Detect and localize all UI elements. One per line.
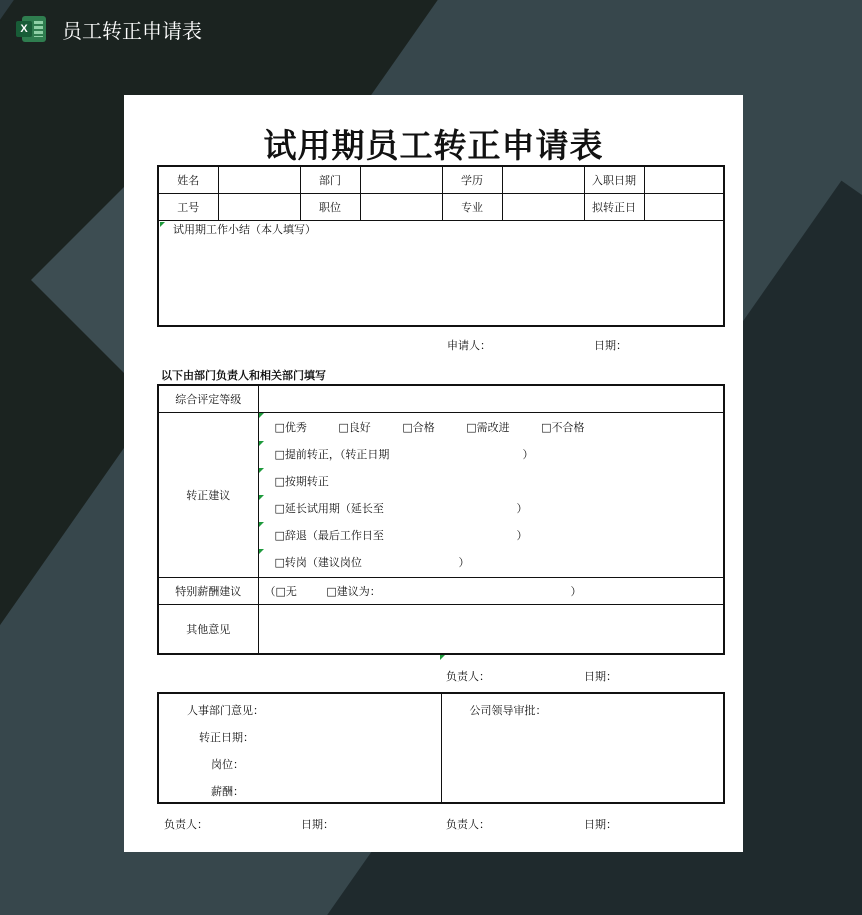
hr-date-label: 日期： [301,818,334,831]
app-title: 员工转正申请表 [62,18,202,43]
hr-position-label: 岗位： [211,758,244,771]
other-opinion-label: 其他意见 [158,605,258,655]
education-label: 学历 [442,166,502,194]
rating-field[interactable] [258,385,724,413]
dept-responsible-label: 负责人： [446,670,490,683]
option-unqualified[interactable]: □不合格 [541,421,585,434]
suggestion-label: 转正建议 [158,413,258,578]
salary-close-paren: ） [570,585,582,598]
hr-opinion-label: 人事部门意见： [187,704,264,717]
work-summary-label: 试用期工作小结（本人填写） [173,223,316,236]
education-field[interactable] [502,166,584,194]
option-needs-improvement[interactable]: □需改进 [466,421,510,434]
work-summary-cell[interactable] [158,221,724,327]
department-field[interactable] [360,166,442,194]
hr-opinion-cell[interactable] [158,693,441,803]
on-time-confirmation-option[interactable]: □按期转正 [275,468,724,495]
transfer-option[interactable]: □转岗（建议岗位 ） [275,549,724,576]
planned-date-field[interactable] [644,194,724,221]
leader-date-label: 日期： [584,818,617,831]
hr-responsible-label: 负责人： [164,818,208,831]
comment-marker [160,222,165,227]
position-field[interactable] [360,194,442,221]
leader-responsible-label: 负责人： [446,818,490,831]
title-bar [16,12,202,46]
option-qualified[interactable]: □合格 [402,421,435,434]
other-opinion-field[interactable] [258,605,724,655]
option-good[interactable]: □良好 [338,421,371,434]
basic-info-table [157,165,725,327]
salary-label: 特别薪酬建议 [158,578,258,605]
employee-id-label: 工号 [158,194,218,221]
leader-approval-cell[interactable] [441,693,724,803]
salary-options [258,578,724,605]
rating-label: 综合评定等级 [158,385,258,413]
extend-probation-option[interactable]: □延长试用期（延长至 ） [275,495,724,522]
applicant-date-label: 日期： [594,339,627,352]
evaluation-table [157,384,725,655]
hr-salary-label: 薪酬： [211,785,244,798]
applicant-label: 申请人： [447,339,491,352]
excel-icon: X [16,13,48,45]
salary-none-option[interactable]: （□无 [264,585,297,598]
hire-date-field[interactable] [644,166,724,194]
comment-marker [440,655,445,660]
major-label: 专业 [442,194,502,221]
planned-date-label: 拟转正日 [584,194,644,221]
major-field[interactable] [502,194,584,221]
document-page [124,95,743,852]
salary-suggest-option[interactable]: □建议为： [326,585,381,598]
hire-date-label: 入职日期 [584,166,644,194]
option-excellent[interactable]: □优秀 [274,421,307,434]
dismiss-option[interactable]: □辞退（最后工作日至 ） [275,522,724,549]
form-title: 试用期员工转正申请表 [263,126,604,165]
rating-options-row [275,414,724,441]
suggestion-options [258,413,724,578]
employee-id-field[interactable] [218,194,300,221]
hr-confirm-date-label: 转正日期： [199,731,254,744]
approval-table [157,692,725,804]
leader-approval-label: 公司领导审批： [469,704,547,717]
dept-section-title: 以下由部门负责人和相关部门填写 [161,369,326,382]
dept-date-label: 日期： [584,670,617,683]
department-label: 部门 [300,166,360,194]
name-field[interactable] [218,166,300,194]
early-confirmation-option[interactable]: □提前转正，（转正日期 ） [275,441,724,468]
name-label: 姓名 [158,166,218,194]
position-label: 职位 [300,194,360,221]
